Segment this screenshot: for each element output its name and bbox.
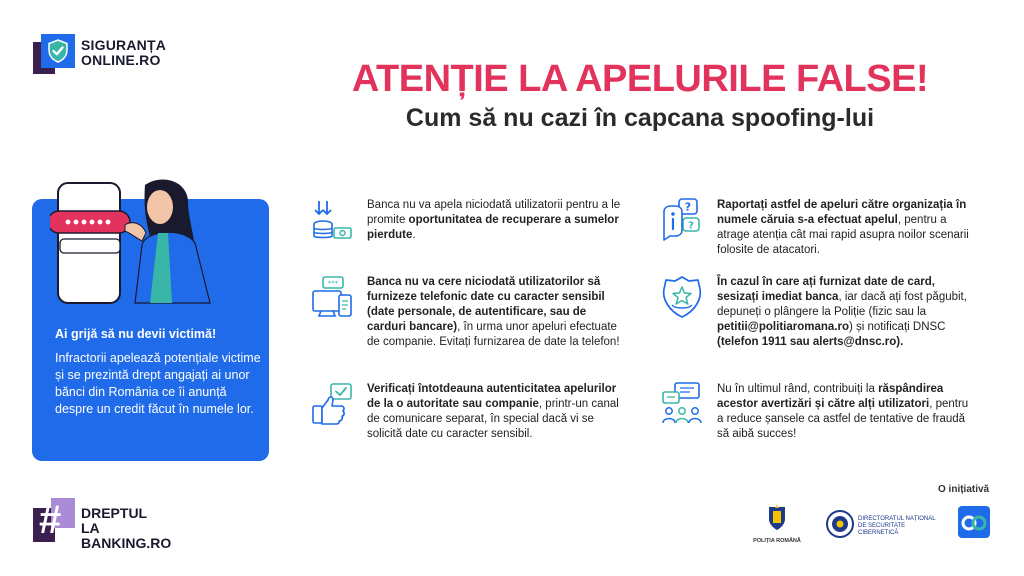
- tip-text-run: , pentru a reduce șansele ca astfel de tentative de fraudă să aibă succes!: [717, 398, 969, 440]
- tip-text-run: În cazul în care ați furnizat date de card, sesizați imediat banca: [717, 276, 935, 303]
- hash-icon: #: [39, 498, 62, 542]
- tip-text-run: petitii@politiaromana.ro: [717, 321, 849, 333]
- warning-heading: Ai grijă să nu devii victimă!: [55, 327, 217, 341]
- tip-text: [367, 382, 627, 442]
- police-badge-icon: [661, 275, 703, 319]
- tip-text-run: , printr-un canal de comunicare separat, în special dacă vi se solicită date cu caracter sensibil.: [367, 398, 619, 440]
- partner-politia-label: POLIȚIA ROMÂNĂ: [753, 538, 801, 544]
- siguranta-online-logo: [33, 34, 173, 74]
- tip-text: [717, 198, 977, 258]
- tip-text-run: ) și notificați DNSC: [848, 321, 946, 333]
- tip-text-run: , pentru a atrage atenția cât mai rapid asupra noilor scenarii folosite de atacatori.: [717, 214, 969, 256]
- report-chat-icon: [661, 198, 703, 242]
- shield-check-icon: [44, 37, 72, 65]
- svg-text:***: ***: [327, 279, 339, 288]
- svg-text:?: ?: [684, 200, 692, 214]
- tip-text-run: răspândirea acestor avertizări și către alți utilizatori: [717, 383, 944, 410]
- scam-call-illustration-icon: [50, 175, 220, 305]
- svg-text:?: ?: [688, 220, 694, 232]
- headline: [290, 58, 990, 134]
- tip-text: [717, 275, 977, 350]
- tip-text-run: , în urma unor apeluri efectuate de companie. Evitați furnizarea de date la telefon!: [367, 321, 620, 348]
- tip-text-run: Nu în ultimul rând, contribuiți la: [717, 383, 879, 395]
- tip-text: [367, 198, 627, 243]
- page-title: ATENȚIE LA APELURILE FALSE!: [351, 58, 929, 100]
- brand-name: SIGURANȚA ONLINE.RO: [81, 37, 167, 68]
- people-share-icon: [661, 382, 703, 426]
- thumbs-up-check-icon: [311, 382, 353, 426]
- brand-name-bottom: DREPTUL LA BANKING.RO: [81, 505, 172, 551]
- tip-text-run: Banca nu va cere niciodată utilizatorilor să furnizeze telefonic date cu caracter sensibil (date personale, de autentificare, sau de carduri bancare): [367, 276, 605, 333]
- bank-association-logo-icon: [958, 506, 990, 538]
- dnsc-seal-icon: [826, 510, 854, 538]
- tip-text-run: oportunitatea de recuperare a sumelor pierdute: [367, 214, 619, 241]
- tip-text-run: (telefon 1911 sau alerts@dnsc.ro).: [717, 336, 904, 348]
- tip-text-run: Banca nu va apela niciodată utilizatorii pentru a le promite: [367, 199, 621, 226]
- dreptul-la-banking-logo: [33, 498, 193, 551]
- tip-text-run: .: [412, 229, 416, 241]
- devices-password-icon: [311, 275, 353, 319]
- tip-text-run: Raportați astfel de apeluri către organizația în numele căruia s-a efectuat apelul: [717, 199, 967, 226]
- partner-dnsc-label: DIRECTORATUL NAȚIONAL DE SECURITATE CIBERNETICĂ: [858, 516, 936, 536]
- tip-text: [717, 382, 977, 442]
- tip-text-run: Verificați întotdeauna autenticitatea apelurilor de la o autoritate sau companie: [367, 383, 617, 410]
- romanian-police-crest-icon: [742, 505, 812, 533]
- tip-text-run: , iar dacă ați fost păgubit, depuneți o plângere la Poliție (fizic sau la: [717, 291, 967, 318]
- tip-text: [367, 275, 627, 350]
- partner-dnsc: [826, 508, 946, 540]
- warning-body: Infractorii apelează potențiale victime și se prezintă drept angajați ai unor bănci din România ce îi anunță despre un credit făcut în numele lor.: [55, 351, 261, 416]
- page-subtitle: Cum să nu cazi în capcana spoofing-lui: [405, 104, 875, 132]
- initiative-label: O inițiativă: [938, 484, 990, 495]
- partner-politia: [742, 505, 812, 544]
- money-stack-icon: [311, 198, 353, 242]
